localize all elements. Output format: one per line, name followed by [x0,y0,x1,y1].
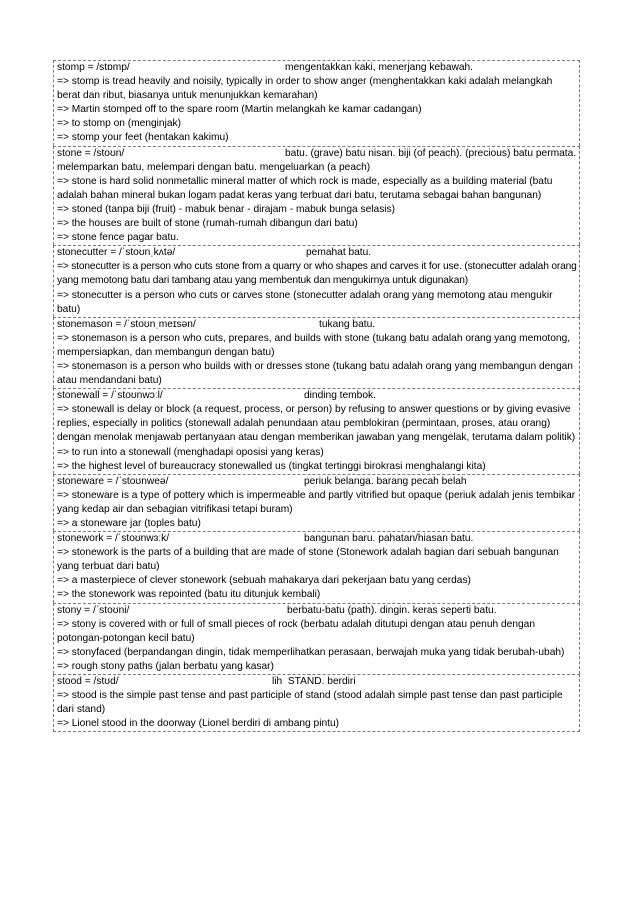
entry-line: => the highest level of bureaucracy stonewalled us (tingkat tertinggi birokrasi menghalangi kita) [57,460,486,472]
entry-line: => stomp is tread heavily and noisily, typically in order to show anger (menghentakkan kaki adalah melangkah berat dan ribut, biasanya untuk menunjukkan kemarahan) [57,76,553,102]
entry-meaning: berbatu-batu (path). dingin. keras seperti batu. [287,604,497,616]
entry-header [57,147,577,175]
dictionary-entry-stone [53,146,580,246]
dictionary-entry-stonemason [53,317,580,388]
entry-line: => the houses are built of stone (rumah-rumah dibangun dari batu) [57,218,358,230]
dictionary-entry-stoneware [53,474,580,531]
entry-line: => Martin stomped off to the spare room (Martin melangkah ke kamar cadangan) [57,104,422,116]
entry-headword: stony = /ˈstoʊni/ [57,604,130,616]
dictionary-page [53,60,580,732]
entry-line: => stonecutter is a person who cuts or carves stone (stonecutter adalah orang yang memotong atau mengukir batu) [57,289,553,315]
entry-header [57,246,577,260]
dictionary-entry-stomp [53,60,580,146]
entry-line: => stomp your feet (hentakan kakimu) [57,132,229,144]
entry-line: => to stomp on (menginjak) [57,118,182,130]
entry-meaning: pemahat batu. [306,247,372,259]
entry-header [57,61,577,75]
entry-headword: stone = /stoʊn/ [57,147,125,159]
entry-header [57,675,577,689]
entry-meaning: bangunan baru. pahatan/hiasan batu. [304,533,474,545]
entry-headword: stonework = /ˈstoʊnwɜːk/ [57,533,170,545]
entry-line: => Lionel stood in the doorway (Lionel berdiri di ambang pintu) [57,718,340,730]
entry-line: => a masterpiece of clever stonework (sebuah mahakarya dari pekerjaan batu yang cerdas) [57,575,471,587]
entry-line: => stone is hard solid nonmetallic mineral matter of which rock is made, especially as a building material (batu adalah bahan mineral bukan logam padat keras yang terbuat dari batu, terutama sebagai bahan bangunan) [57,175,553,201]
entry-line: => stonemason is a person who builds with or dresses stone (tukang batu adalah orang yang membangun dengan atau mendandani batu) [57,360,573,387]
entry-headword: stonecutter = /ˈstoʊnˌkʌtə/ [57,247,176,259]
entry-meaning: lih STAND. berdiri [272,676,356,688]
entry-meaning: tukang batu. [319,318,376,330]
entry-line: => stonework is the parts of a building that are made of stone (Stonework adalah bagian dari sebuah bangunan yang terbuat dari batu) [57,547,559,573]
dictionary-entry-stood [53,674,580,732]
entry-line: => rough stony paths (jalan berbatu yang kasar) [57,660,274,672]
entry-line: => a stoneware jar (toples batu) [57,518,201,529]
entry-meaning: dinding tembok. [304,390,376,402]
entry-line: => stoned (tanpa biji (fruit) - mabuk benar - dirajam - mabuk bunga selasis) [57,203,396,215]
entry-line: => to run into a stonewall (menghadapi oposisi yang keras) [57,446,324,458]
dictionary-entry-stonework [53,531,580,602]
entry-line: => the stonework was repointed (batu itu ditunjuk kembali) [57,589,321,601]
entry-line: => stonewall is delay or block (a request, process, or person) by refusing to answer questions or by giving evasive replies, especially in politics (stonewall adalah penundaan atau pemblokiran (permintaan, proses, atau orang) dengan menolak menjawab pertanyaan atau dengan memberikan jawaban yang mengelak, terutama dalam politik) [57,404,576,444]
entry-headword: stomp = /stɒmp/ [57,62,130,73]
entry-header [57,389,577,403]
entry-line: => stonecutter is a person who cuts stone from a quarry or who shapes and carves it for use. (stonecutter adalah orang yang memotong batu dari tambang atau yang membentuk dan mengukirnya untuk digunakan) [57,261,577,287]
entry-line: => stonemason is a person who cuts, prepares, and builds with stone (tukang batu adalah orang yang memotong, mempersiapkan, dan membangun dengan batu) [57,332,571,358]
entry-line: => stone fence pagar batu. [57,232,179,244]
dictionary-entry-stonecutter [53,245,580,316]
entry-header [57,318,577,332]
entry-headword: stonewall = /ˈstoʊnwɔːl/ [57,390,163,402]
entry-meaning: periuk belanga. barang pecah belah [304,475,467,487]
dictionary-entry-stony [53,603,580,674]
entry-header [57,532,577,546]
entry-headword: stoneware = /ˈstoʊnweə/ [57,475,169,487]
entry-line: => stony is covered with or full of small pieces of rock (berbatu adalah ditutupi dengan atau penuh dengan potongan-potongan kecil batu) [57,618,535,644]
entry-line: => stonyfaced (berpandangan dingin, tidak memperlihatkan perasaan, berwajah muka yang tidak berubah-ubah) [57,646,565,658]
entry-header [57,604,577,618]
entry-headword: stonemason = /ˈstoʊnˌmeɪsən/ [57,318,196,330]
entry-header [57,475,577,489]
entry-headword: stood = /stʊd/ [57,676,119,688]
dictionary-entry-stonewall [53,388,580,474]
entry-line: => stoneware is a type of pottery which is impermeable and partly vitrified but opaque (periuk adalah jenis tembikar yang kedap air dan sebagian vitrifikasi tetapi buram) [57,489,576,515]
entry-meaning: mengentakkan kaki, menerjang kebawah. [285,62,474,73]
entry-line: => stood is the simple past tense and past participle of stand (stood adalah simple past tense dan past participle dari stand) [57,690,563,716]
entry-meaning: batu. (grave) batu nisan. biji (of peach). (precious) batu permata. melemparkan batu, melempari dengan batu. mengeluarkan (a peach) [57,147,577,173]
